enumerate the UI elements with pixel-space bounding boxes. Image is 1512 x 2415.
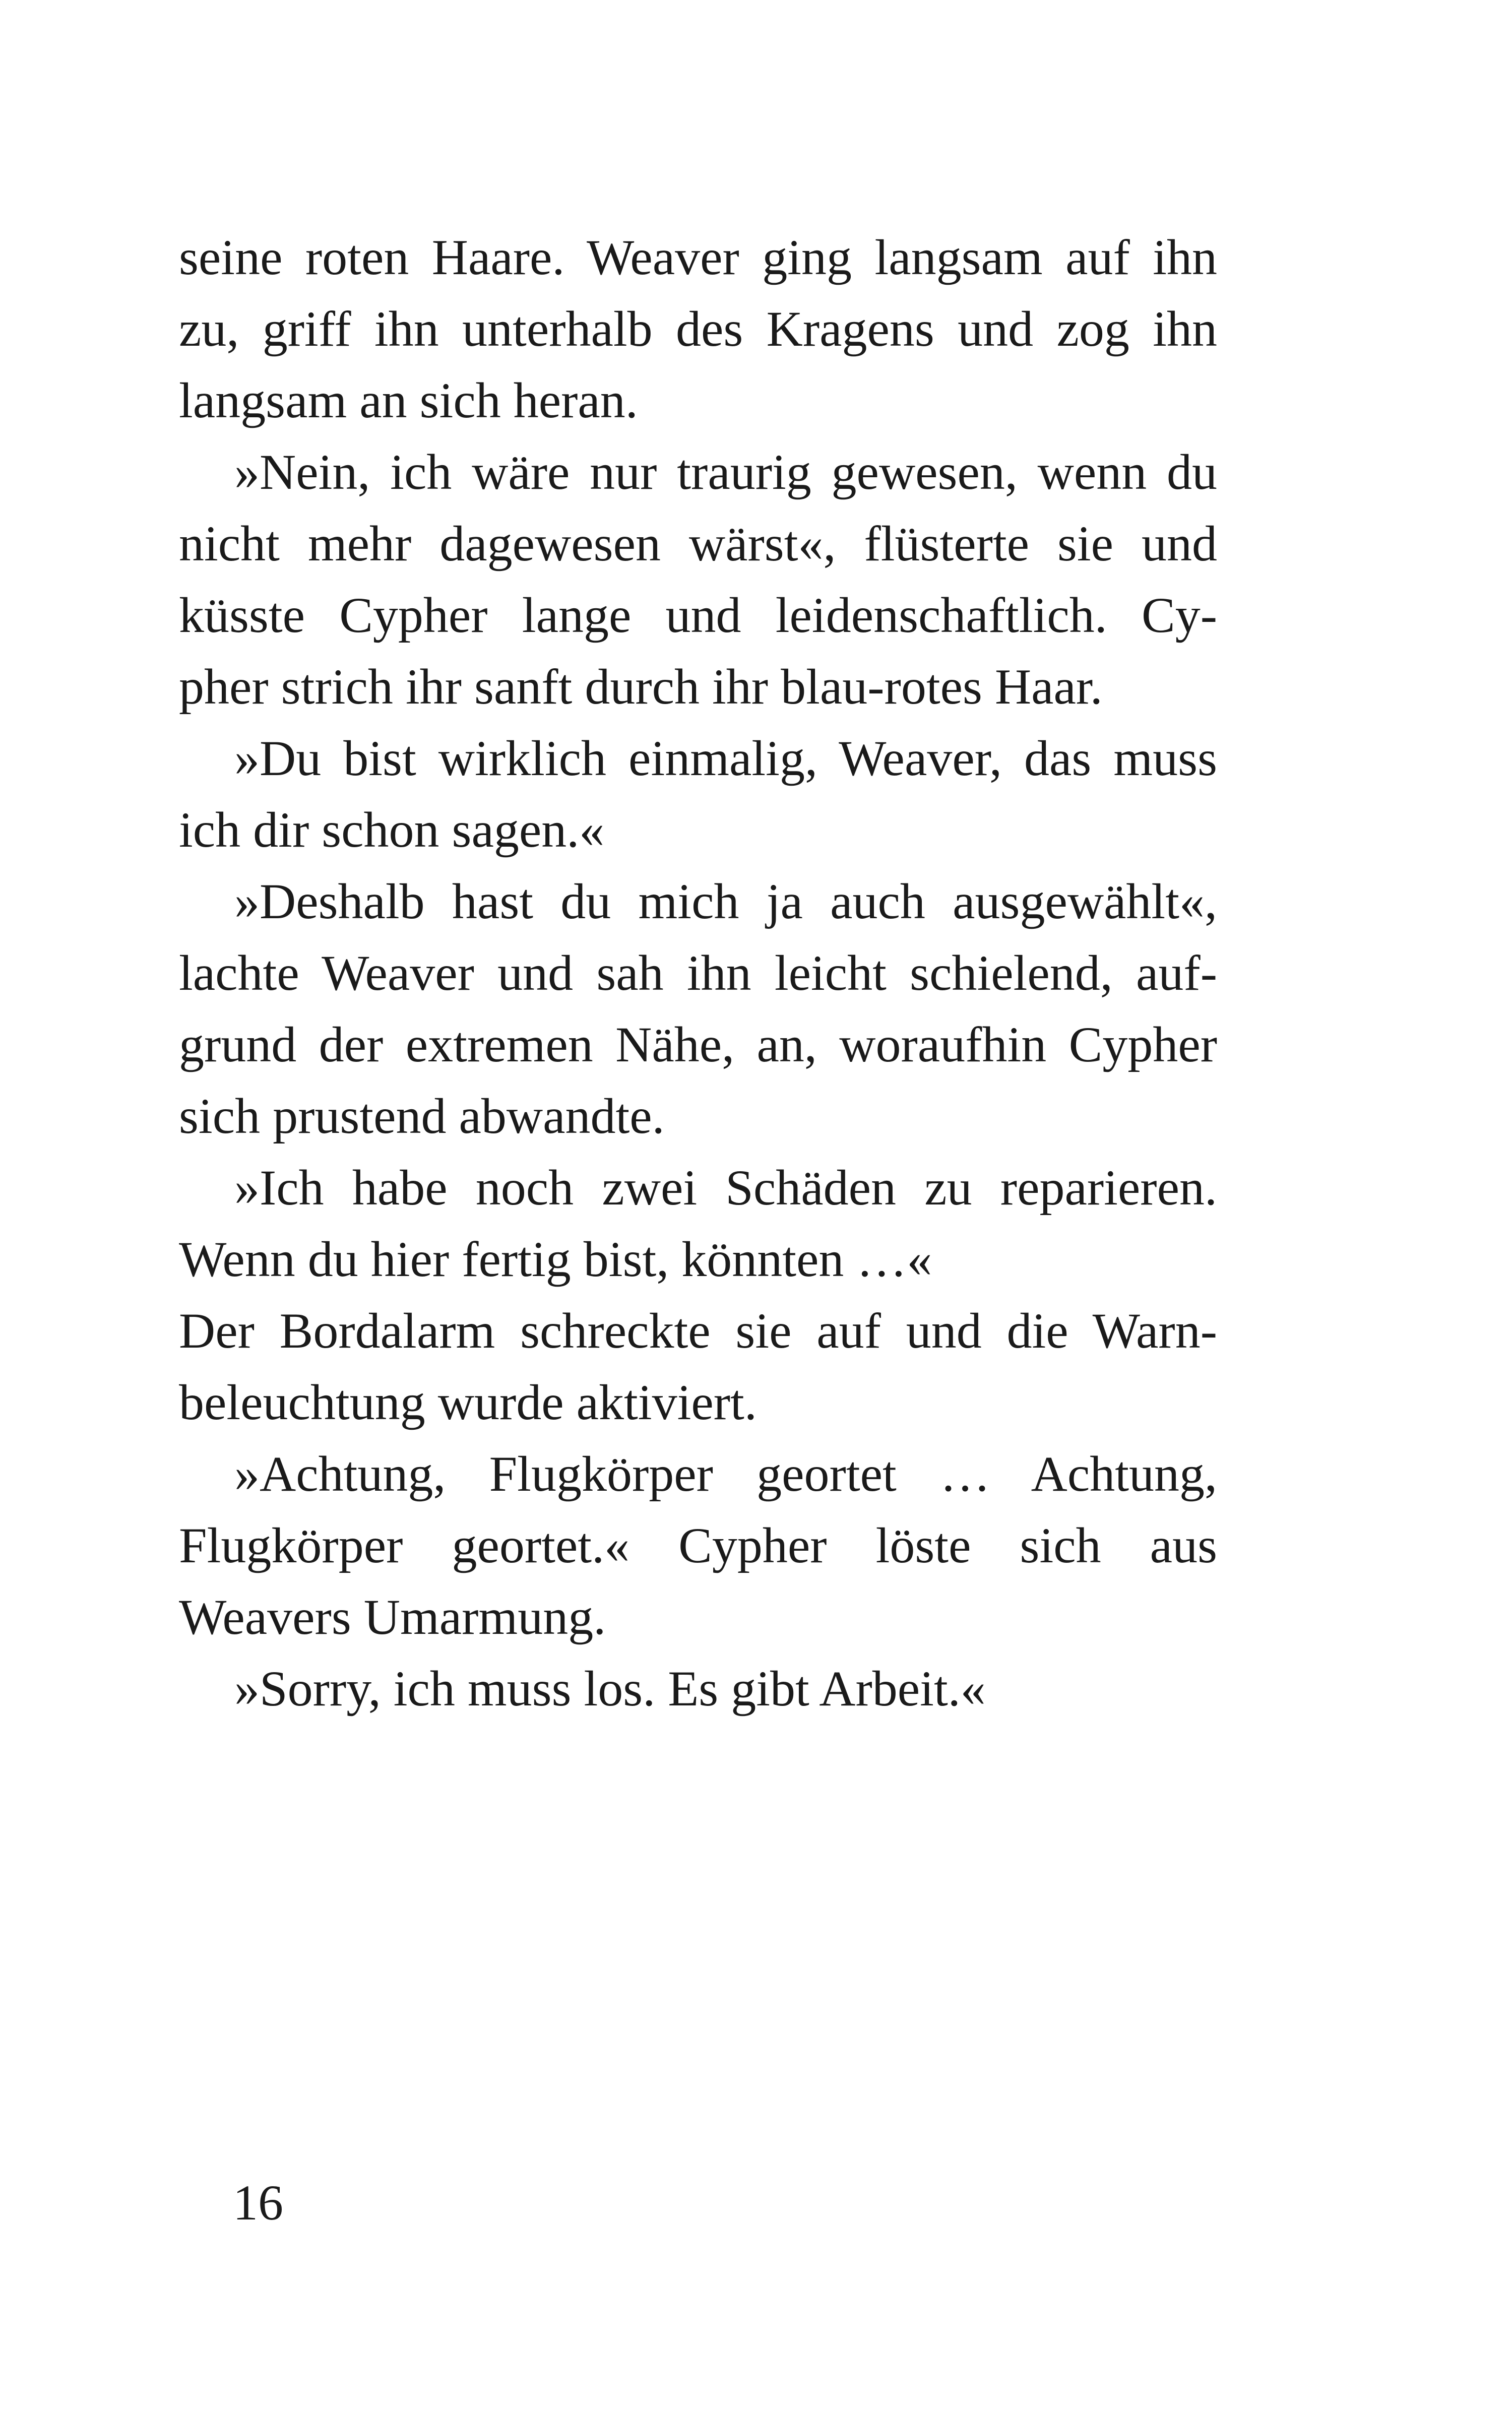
text-line: pher strich ihr sanft durch ihr blau-rotes Haar. <box>179 659 1103 715</box>
text-line: »Achtung, Flugkörper geortet … Achtung, <box>234 1446 1217 1502</box>
text-line: »Sorry, ich muss los. Es gibt Arbeit.« <box>234 1661 986 1717</box>
text-line: Flugkörper geortet.« Cypher löste sich aus <box>179 1517 1217 1573</box>
text-line: »Du bist wirklich einmalig, Weaver, das muss <box>234 730 1217 786</box>
body-text <box>179 222 1217 1725</box>
text-line: zu, griff ihn unterhalb des Kragens und zog ihn <box>179 301 1217 357</box>
text-line: ich dir schon sagen.« <box>179 802 605 858</box>
text-line: Weavers Umarmung. <box>179 1589 606 1645</box>
text-line: küsste Cypher lange und leidenschaftlich. Cy- <box>179 587 1217 643</box>
text-line: lachte Weaver und sah ihn leicht schielend, auf- <box>179 945 1217 1001</box>
text-line: nicht mehr dagewesen wärst«, flüsterte sie und <box>179 516 1217 571</box>
text-line: sich prustend abwandte. <box>179 1088 665 1144</box>
text-line: Wenn du hier fertig bist, könnten …« <box>179 1231 932 1287</box>
text-line: »Ich habe noch zwei Schäden zu reparieren. <box>234 1160 1217 1216</box>
text-line: grund der extremen Nähe, an, woraufhin Cypher <box>179 1016 1217 1072</box>
text-line: langsam an sich heran. <box>179 372 638 428</box>
text-line: »Nein, ich wäre nur traurig gewesen, wenn du <box>234 444 1217 500</box>
text-line: Der Bordalarm schreckte sie auf und die Warn- <box>179 1303 1217 1359</box>
text-line: »Deshalb hast du mich ja auch ausgewählt«, <box>234 873 1217 929</box>
text-line: beleuchtung wurde aktiviert. <box>179 1374 757 1430</box>
text-line: seine roten Haare. Weaver ging langsam auf ihn <box>179 229 1217 285</box>
page-number: 16 <box>233 2175 283 2231</box>
